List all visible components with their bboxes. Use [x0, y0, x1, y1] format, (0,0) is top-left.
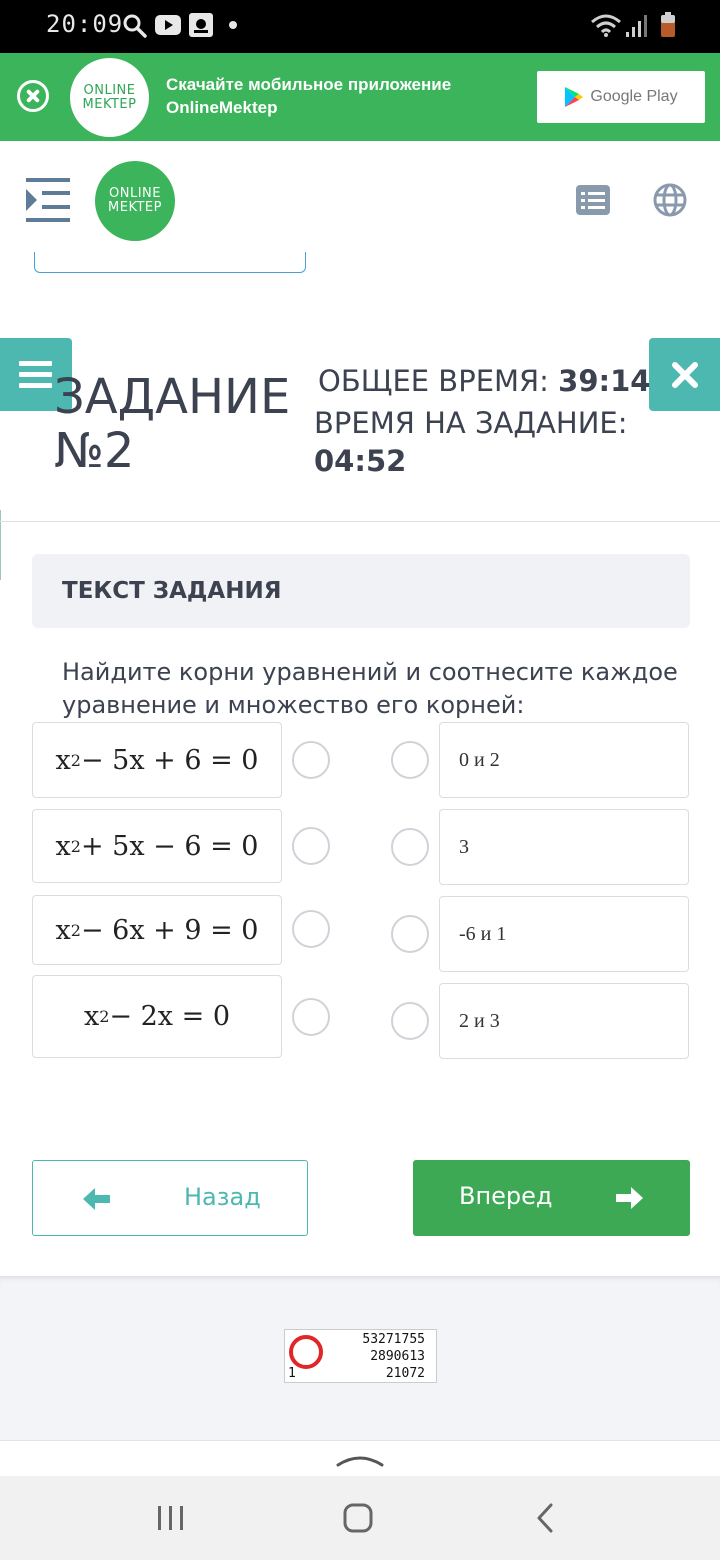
answer-item[interactable]: 0 и 2	[439, 722, 689, 798]
visit-counter[interactable]	[284, 1329, 437, 1383]
list-icon[interactable]	[576, 185, 610, 215]
equation-radio[interactable]	[292, 741, 330, 779]
task-text-header	[32, 554, 690, 628]
equation-base: x	[55, 914, 71, 946]
home-icon[interactable]	[342, 1502, 374, 1534]
task-title-line1: ЗАДАНИЕ	[54, 369, 291, 425]
next-label: Вперед	[459, 1182, 553, 1210]
status-time: 20:09	[46, 10, 124, 38]
google-play-button[interactable]	[537, 71, 705, 123]
counter-line1: 53271755	[362, 1332, 425, 1347]
search-icon	[122, 13, 148, 39]
back-button[interactable]	[32, 1160, 308, 1236]
back-nav-icon[interactable]	[534, 1502, 556, 1534]
equation-radio[interactable]	[292, 998, 330, 1036]
total-time-label: ОБЩЕЕ ВРЕМЯ:	[318, 364, 559, 398]
site-logo-line1: ONLINE	[109, 186, 161, 201]
total-time	[318, 364, 650, 398]
equation-exponent: 2	[70, 920, 81, 940]
counter-line3-left: 1	[288, 1366, 296, 1381]
equation-item[interactable]	[32, 809, 282, 883]
google-play-label: Google Play	[590, 88, 678, 105]
google-play-icon	[564, 86, 584, 108]
equation-base: x	[55, 830, 71, 862]
indent-menu-icon[interactable]	[26, 178, 72, 222]
status-bar	[0, 0, 720, 53]
question-text: Найдите корни уравнений и соотнесите каждое уравнение и множество его корней:	[62, 658, 678, 719]
promo-text	[166, 73, 451, 119]
equation-item[interactable]	[32, 722, 282, 798]
answer-radio[interactable]	[391, 828, 429, 866]
equation-item[interactable]	[32, 975, 282, 1058]
equation-radio[interactable]	[292, 910, 330, 948]
wifi-icon	[590, 14, 622, 38]
counter-logo-icon	[288, 1334, 324, 1370]
partial-dropdown	[34, 252, 306, 273]
signal-icon	[626, 14, 648, 38]
equation-rest: − 6x + 9 = 0	[80, 914, 259, 946]
logo-text-line2: MEKTEP	[82, 96, 137, 112]
bottom-sheet-handle[interactable]	[0, 1440, 720, 1476]
battery-icon	[660, 12, 676, 38]
answer-radio[interactable]	[391, 915, 429, 953]
promo-text-line1: Скачайте мобильное приложение	[166, 75, 452, 94]
site-logo[interactable]	[95, 161, 175, 241]
equation-rest: − 5x + 6 = 0	[80, 744, 259, 776]
answer-item[interactable]: 2 и 3	[439, 983, 689, 1059]
divider	[0, 521, 720, 522]
youtube-icon	[155, 15, 181, 35]
gallery-icon	[189, 13, 213, 37]
promo-text-line2: OnlineMektep	[166, 98, 278, 117]
task-title-line2: №2	[54, 423, 135, 479]
onlinemektep-logo	[70, 58, 149, 137]
equation-exponent: 2	[70, 836, 81, 856]
equation-item[interactable]	[32, 895, 282, 965]
equation-exponent: 2	[99, 1007, 110, 1026]
site-logo-line2: MEKTEP	[108, 200, 162, 215]
next-button[interactable]	[413, 1160, 690, 1236]
recent-apps-icon[interactable]	[156, 1504, 186, 1532]
equation-rest: − 2x = 0	[109, 1001, 230, 1032]
equation-exponent: 2	[70, 750, 81, 770]
counter-line2: 2890613	[370, 1349, 425, 1364]
total-time-value: 39:14	[558, 364, 651, 398]
task-time-value: 04:52	[314, 444, 407, 478]
site-header	[0, 141, 720, 261]
system-nav-bar	[0, 1476, 720, 1560]
close-icon	[649, 338, 720, 411]
answer-item[interactable]: 3	[439, 809, 689, 885]
task-text-label: ТЕКСТ ЗАДАНИЯ	[62, 578, 282, 604]
arrow-left-icon	[83, 1187, 111, 1211]
task-title	[54, 370, 314, 478]
equation-radio[interactable]	[292, 827, 330, 865]
close-banner-icon[interactable]	[17, 80, 49, 112]
logo-text-line1: ONLINE	[83, 82, 136, 98]
app-promo-banner	[0, 53, 720, 141]
arrow-right-icon	[615, 1186, 643, 1210]
answer-radio[interactable]	[391, 1002, 429, 1040]
equation-rest: + 5x − 6 = 0	[80, 830, 259, 862]
back-label: Назад	[184, 1183, 261, 1211]
globe-icon[interactable]	[653, 183, 687, 217]
dot-icon	[228, 20, 238, 30]
answer-radio[interactable]	[391, 741, 429, 779]
counter-line3-right: 21072	[385, 1366, 425, 1381]
equation-base: x	[84, 1001, 100, 1032]
chevron-up-icon	[336, 1451, 384, 1467]
close-task-button[interactable]	[649, 338, 720, 411]
answer-item[interactable]: -6 и 1	[439, 896, 689, 972]
task-time	[314, 404, 627, 480]
task-time-label: ВРЕМЯ НА ЗАДАНИЕ:	[314, 406, 628, 440]
equation-base: x	[55, 744, 71, 776]
